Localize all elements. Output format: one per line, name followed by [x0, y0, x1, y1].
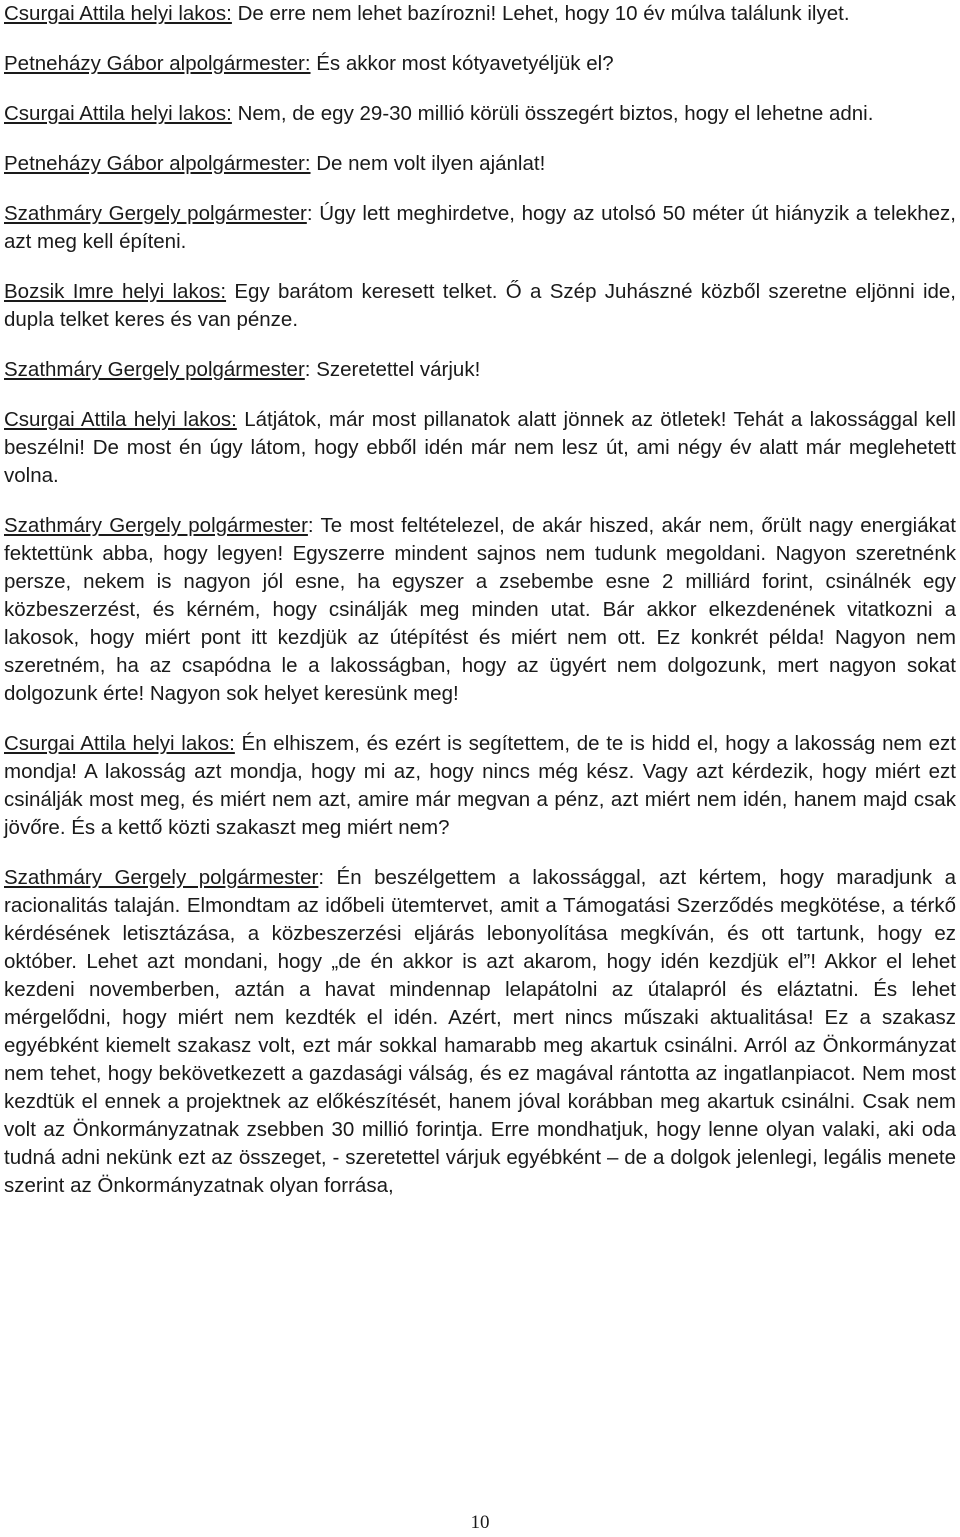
paragraph-text: Szeretettel várjuk!: [316, 358, 481, 381]
page-number: 10: [470, 1512, 490, 1533]
paragraph-text: Én elhiszem, és ezért is segítettem, de te is hidd el, hogy a lakosság nem ezt mondja! A lakosság azt mondja, hogy mi az, hogy nincs még kész. Vagy azt kérdezik, hogy miért ezt csinálják most meg, és miért nem azt, amire már megvan a pénz, azt miért nem idén, hanem majd csak jövőre. És a kettő közti szakaszt meg miért nem?: [4, 732, 956, 839]
transcript-paragraph: [4, 356, 956, 384]
transcript-paragraph: [4, 512, 956, 708]
speaker-name: Csurgai Attila helyi lakos:: [4, 732, 235, 755]
paragraph-text: Te most feltételezel, de akár hiszed, akár nem, őrült nagy energiákat fektettünk abba, hogy legyen! Egyszerre mindent sajnos nem tudunk megoldani. Nagyon szeretnénk persze, nekem is nagyon jól esne, ha egyszer a zsebembe esne 2 milliárd forint, csinálnék egy közbeszerzést, és kérném, hogy csinálják meg minden utat. Bár akkor elkezdenének vitatkozni a lakosok, hogy miért pont itt kezdjük az útépítést és miért nem ott. Ez konkrét példa! Nagyon nem szeretném, ha az csapódna le a lakosságban, hogy az ügyért nem dolgozunk, mert nagyon sokat dolgozunk érte! Nagyon sok helyet keresünk meg!: [4, 514, 956, 705]
transcript-paragraph: [4, 406, 956, 490]
speaker-name: Csurgai Attila helyi lakos:: [4, 102, 232, 125]
paragraph-text: Úgy lett meghirdetve, hogy az utolsó 50 méter út hiányzik a telekhez, azt meg kell építeni.: [4, 202, 956, 253]
paragraph-text: Nem, de egy 29-30 millió körüli összegért biztos, hogy el lehetne adni.: [237, 102, 874, 125]
transcript-paragraph: [4, 200, 956, 256]
speaker-name: Szathmáry Gergely polgármester: [4, 866, 319, 889]
speaker-separator: :: [304, 358, 317, 381]
paragraph-text: És akkor most kótyavetyéljük el?: [316, 52, 614, 75]
paragraph-text: Látjátok, már most pillanatok alatt jönnek az ötletek! Tehát a lakossággal kell beszélni! De most én úgy látom, hogy ebből idén már nem lesz út, ami négy év alatt már meglehetett volna.: [4, 408, 956, 487]
speaker-name: Petneházy Gábor alpolgármester:: [4, 52, 311, 75]
speaker-name: Csurgai Attila helyi lakos:: [4, 2, 232, 25]
speaker-name: Petneházy Gábor alpolgármester:: [4, 152, 311, 175]
transcript-paragraph: [4, 150, 956, 178]
paragraph-text: De nem volt ilyen ajánlat!: [316, 152, 546, 175]
transcript-paragraph: [4, 100, 956, 128]
speaker-separator: :: [318, 866, 337, 889]
speaker-name: Csurgai Attila helyi lakos:: [4, 408, 237, 431]
speaker-name: Szathmáry Gergely polgármester: [4, 202, 307, 225]
speaker-separator: :: [307, 514, 321, 537]
speaker-name: Szathmáry Gergely polgármester: [4, 358, 305, 381]
paragraph-text: De erre nem lehet bazírozni! Lehet, hogy 10 év múlva találunk ilyet.: [237, 2, 850, 25]
transcript-paragraph: [4, 278, 956, 334]
speaker-separator: :: [306, 202, 320, 225]
paragraph-text: Én beszélgettem a lakossággal, azt kértem, hogy maradjunk a racionalitás talaján. Elmondtam az időbeli ütemtervet, amit a Támogatási Szerződés megkötése, a térkő kérdésének letisztázása, a közbeszerzési eljárás lebonyolítása megkíván, és ott tartunk, hogy ez október. Lehet azt mondani, hogy „de én akkor is azt akarom, hogy idén kezdjük el”! Akkor el lehet kezdeni novemberben, aztán a havat mindennap lelapátolni az útalapról és eláztatni. És lehet mérgelődni, hogy miért nem kezdték el idén. Azért, mert nincs műszaki aktualitása! Ez a szakasz egyébként kiemelt szakasz volt, ezt már sokkal hamarabb meg akartuk csinálni. Arról az Önkormányzat nem tehet, hogy bekövetkezett a gazdasági válság, és ez magával rántotta az ingatlanpiacot. Nem most kezdtük el ennek a projektnek az előkészítését, hanem jóval korábban meg akartuk csinálni. Csak nem volt az Önkormányzatnak zsebben 30 millió forintja. Erre mondhatjuk, hogy lenne olyan valaki, aki oda tudná adni nekünk ezt az összeget, - szeretettel várjuk egyébként – de a dolgok jelenlegi, legális menete szerint az Önkormányzatnak olyan forrása,: [4, 866, 956, 1197]
transcript-paragraph: [4, 0, 956, 28]
speaker-separator: [235, 732, 242, 755]
speaker-name: Szathmáry Gergely polgármester: [4, 514, 308, 537]
document-page: [4, 0, 956, 1222]
transcript-paragraph: [4, 730, 956, 842]
speaker-name: Bozsik Imre helyi lakos:: [4, 280, 227, 303]
transcript-paragraph: [4, 50, 956, 78]
paragraph-text: Egy barátom keresett telket. Ő a Szép Juhászné közből szeretne eljönni ide, dupla telket keres és van pénze.: [4, 280, 957, 331]
transcript-paragraph: [4, 864, 956, 1200]
